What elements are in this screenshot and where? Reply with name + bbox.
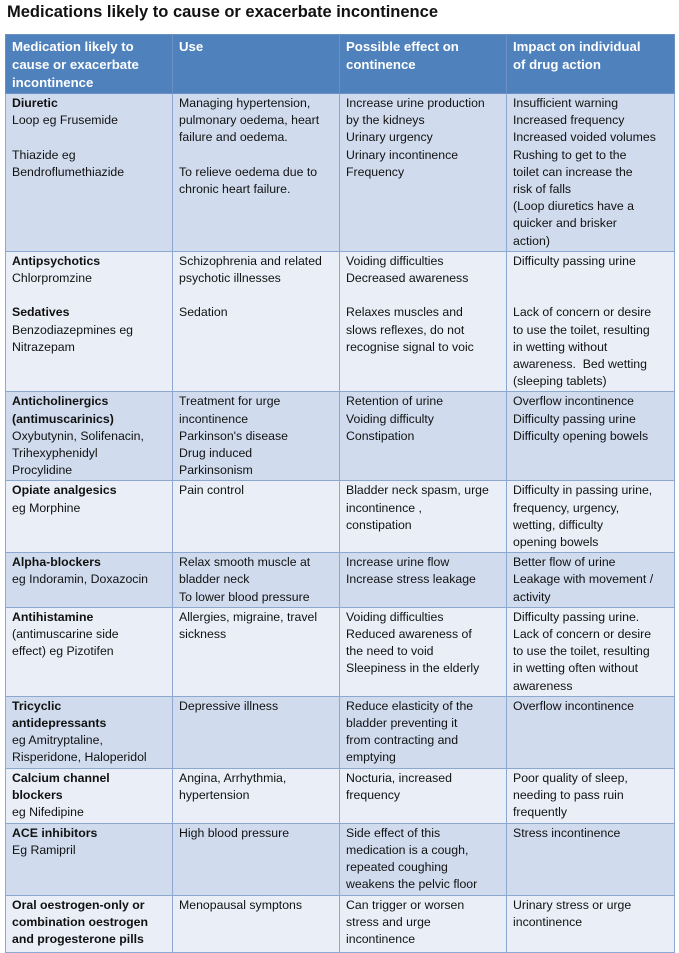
header-text-line: Impact on individual xyxy=(513,39,641,54)
cell-text-line: High blood pressure xyxy=(179,825,290,840)
cell-text-line: Constipation xyxy=(346,428,415,443)
cell-text-line: frequently xyxy=(513,805,568,820)
cell-text-line: To relieve oedema due to xyxy=(179,164,318,179)
header-text-line: of drug action xyxy=(513,57,601,72)
drug-class-label: Antipsychotics xyxy=(12,253,101,268)
cell-text-line: from contracting and xyxy=(346,733,459,748)
impact-cell xyxy=(507,392,675,481)
cell-text-line: Nitrazepam xyxy=(12,339,75,354)
cell-text-line: Managing hypertension, xyxy=(179,96,311,110)
line-spacer xyxy=(346,287,500,304)
table-row xyxy=(6,607,675,696)
use-cell xyxy=(173,94,340,252)
cell-text-line: frequency xyxy=(346,787,401,802)
cell-text-line: to use the toilet, resulting xyxy=(513,322,650,337)
cell-text-line: (Loop diuretics have a xyxy=(513,199,634,214)
cell-text-line: Bendroflumethiazide xyxy=(12,164,125,179)
cell-text-line: Increased frequency xyxy=(513,113,625,128)
use-cell xyxy=(173,607,340,696)
cell-text-line: Treatment for urge xyxy=(179,394,281,409)
cell-text-line: Difficulty passing urine. xyxy=(513,609,640,624)
effect-cell xyxy=(340,481,507,553)
cell-text-line: Schizophrenia and related xyxy=(179,253,322,268)
header-text-line: cause or exacerbate xyxy=(12,57,139,72)
cell-text-line: Retention of urine xyxy=(346,394,444,409)
cell-text-line: action) xyxy=(513,233,550,248)
cell-text-line: slows reflexes, do not xyxy=(346,322,465,337)
cell-text-line: Benzodiazepmines eg xyxy=(12,322,133,337)
cell-text-line: Urinary urgency xyxy=(346,130,433,145)
line-spacer xyxy=(12,129,166,146)
impact-cell xyxy=(507,607,675,696)
cell-text-line: chronic heart failure. xyxy=(179,182,291,196)
use-cell xyxy=(173,392,340,481)
use-cell xyxy=(173,251,340,392)
table-row xyxy=(6,768,675,823)
table-row xyxy=(6,94,675,252)
cell-text-line: failure and oedema. xyxy=(179,130,288,145)
use-cell xyxy=(173,768,340,823)
cell-text-line: effect) eg Pizotifen xyxy=(12,644,114,659)
cell-text-line: incontinence xyxy=(346,932,416,947)
cell-text-line: hypertension xyxy=(179,787,250,802)
drug-class-label: Tricyclic xyxy=(12,698,62,713)
cell-text-line: emptying xyxy=(346,750,396,765)
drug-class-label: (antimuscarinics) xyxy=(12,411,114,426)
use-cell xyxy=(173,823,340,895)
header-row xyxy=(6,35,675,94)
cell-text-line: incontinence xyxy=(513,914,583,929)
cell-text-line: to use the toilet, resulting xyxy=(513,644,650,659)
cell-text-line: Chlorpromzine xyxy=(12,271,92,286)
medication-cell xyxy=(6,696,173,768)
impact-cell xyxy=(507,696,675,768)
cell-text-line: Nocturia, increased xyxy=(346,770,452,785)
cell-text-line: Depressive illness xyxy=(179,698,279,713)
cell-text-line: Relax smooth muscle at xyxy=(179,555,311,570)
effect-cell xyxy=(340,251,507,392)
drug-class-label: antidepressants xyxy=(12,716,107,731)
cell-text-line: Drug induced xyxy=(179,446,253,461)
impact-cell xyxy=(507,251,675,392)
medication-cell xyxy=(6,392,173,481)
drug-class-label: ACE inhibitors xyxy=(12,825,98,840)
cell-text-line: Menopausal symptons xyxy=(179,897,303,912)
effect-cell xyxy=(340,895,507,952)
cell-text-line: Eg Ramipril xyxy=(12,842,76,857)
cell-text-line: incontinence , xyxy=(346,500,422,515)
cell-text-line: Reduce elasticity of the xyxy=(346,698,474,713)
cell-text-line: bladder neck xyxy=(179,572,250,587)
impact-cell xyxy=(507,895,675,952)
medications-table xyxy=(5,34,675,953)
effect-cell xyxy=(340,607,507,696)
effect-cell xyxy=(340,768,507,823)
cell-text-line: Risperidone, Haloperidol xyxy=(12,750,147,765)
use-cell xyxy=(173,481,340,553)
cell-text-line: eg Nifedipine xyxy=(12,805,84,820)
effect-cell xyxy=(340,553,507,608)
cell-text-line: Overflow incontinence xyxy=(513,698,634,713)
cell-text-line: Increased voided volumes xyxy=(513,130,656,145)
table-row xyxy=(6,481,675,553)
use-cell xyxy=(173,696,340,768)
cell-text-line: Trihexyphenidyl xyxy=(12,446,98,461)
header-use xyxy=(173,35,340,94)
cell-text-line: by the kidneys xyxy=(346,113,425,128)
table-body xyxy=(6,94,675,953)
effect-cell xyxy=(340,94,507,252)
line-spacer xyxy=(179,147,333,164)
header-impact xyxy=(507,35,675,94)
impact-cell xyxy=(507,481,675,553)
cell-text-line: Difficulty passing urine xyxy=(513,253,636,268)
drug-class-label: Antihistamine xyxy=(12,609,94,624)
cell-text-line: needing to pass ruin xyxy=(513,787,624,802)
drug-class-label: Oral oestrogen-only or xyxy=(12,897,145,912)
cell-text-line: awareness. Bed wetting xyxy=(513,357,647,372)
cell-text-line: Voiding difficulty xyxy=(346,411,434,426)
cell-text-line: Angina, Arrhythmia, xyxy=(179,770,287,785)
cell-text-line: in wetting often without xyxy=(513,661,639,676)
drug-class-label: blockers xyxy=(12,787,63,802)
cell-text-line: awareness xyxy=(513,678,573,693)
cell-text-line: wetting, difficulty xyxy=(513,517,603,532)
cell-text-line: To lower blood pressure xyxy=(179,589,310,604)
cell-text-line: Oxybutynin, Solifenacin, xyxy=(12,428,144,443)
drug-class-label: combination oestrogen xyxy=(12,914,148,929)
drug-class-label: Diuretic xyxy=(12,96,58,110)
effect-cell xyxy=(340,392,507,481)
cell-text-line: Decreased awareness xyxy=(346,271,469,286)
cell-text-line: Difficulty in passing urine, xyxy=(513,483,653,498)
cell-text-line: Insufficient warning xyxy=(513,96,619,110)
cell-text-line: Difficulty passing urine xyxy=(513,411,636,426)
drug-class-label: Sedatives xyxy=(12,305,70,320)
cell-text-line: Relaxes muscles and xyxy=(346,305,463,320)
medication-cell xyxy=(6,607,173,696)
table-row xyxy=(6,696,675,768)
drug-class-label: Alpha-blockers xyxy=(12,555,101,570)
table-header xyxy=(6,35,675,94)
effect-cell xyxy=(340,823,507,895)
table-row xyxy=(6,895,675,952)
cell-text-line: Sedation xyxy=(179,305,228,320)
cell-text-line: frequency, urgency, xyxy=(513,500,620,515)
drug-class-label: Anticholinergics xyxy=(12,394,109,409)
cell-text-line: medication is a cough, xyxy=(346,842,469,857)
cell-text-line: risk of falls xyxy=(513,182,572,197)
cell-text-line: Overflow incontinence xyxy=(513,394,634,409)
cell-text-line: Procylidine xyxy=(12,463,73,478)
header-text-line: Possible effect on xyxy=(346,39,459,54)
page-title: Medications likely to cause or exacerbate incontinence xyxy=(7,3,438,21)
header-possible-effect xyxy=(340,35,507,94)
cell-text-line: eg Amitryptaline, xyxy=(12,733,103,748)
effect-cell xyxy=(340,696,507,768)
drug-class-label: Opiate analgesics xyxy=(12,483,117,498)
cell-text-line: Difficulty opening bowels xyxy=(513,428,649,443)
cell-text-line: Better flow of urine xyxy=(513,555,616,570)
cell-text-line: (sleeping tablets) xyxy=(513,374,607,389)
line-spacer xyxy=(513,287,668,304)
cell-text-line: Reduced awareness of xyxy=(346,627,472,642)
cell-text-line: Increase urine production xyxy=(346,96,485,110)
cell-text-line: Increase stress leakage xyxy=(346,572,476,587)
cell-text-line: Bladder neck spasm, urge xyxy=(346,483,489,498)
cell-text-line: pulmonary oedema, heart xyxy=(179,113,320,128)
medication-cell xyxy=(6,768,173,823)
cell-text-line: Rushing to get to the xyxy=(513,147,627,162)
use-cell xyxy=(173,895,340,952)
header-text-line: incontinence xyxy=(12,75,94,90)
cell-text-line: (antimuscarine side xyxy=(12,627,119,642)
impact-cell xyxy=(507,553,675,608)
line-spacer xyxy=(179,287,333,304)
cell-text-line: Urinary incontinence xyxy=(346,147,459,162)
cell-text-line: Voiding difficulties xyxy=(346,253,444,268)
cell-text-line: activity xyxy=(513,589,551,604)
cell-text-line: quicker and brisker xyxy=(513,216,617,231)
cell-text-line: Thiazide eg xyxy=(12,147,76,162)
cell-text-line: Lack of concern or desire xyxy=(513,627,652,642)
cell-text-line: Side effect of this xyxy=(346,825,441,840)
drug-class-label: Calcium channel xyxy=(12,770,110,785)
cell-text-line: toilet can increase the xyxy=(513,164,633,179)
cell-text-line: psychotic illnesses xyxy=(179,271,281,286)
medication-cell xyxy=(6,481,173,553)
table-row xyxy=(6,823,675,895)
header-medication xyxy=(6,35,173,94)
cell-text-line: Pain control xyxy=(179,483,244,498)
cell-text-line: Increase urine flow xyxy=(346,555,450,570)
medication-cell xyxy=(6,94,173,252)
cell-text-line: Frequency xyxy=(346,164,405,179)
cell-text-line: Allergies, migraine, travel xyxy=(179,609,318,624)
medication-cell xyxy=(6,553,173,608)
cell-text-line: Leakage with movement / xyxy=(513,572,654,587)
cell-text-line: incontinence xyxy=(179,411,249,426)
cell-text-line: recognise signal to voic xyxy=(346,339,474,354)
medication-cell xyxy=(6,895,173,952)
use-cell xyxy=(173,553,340,608)
cell-text-line: bladder preventing it xyxy=(346,716,458,731)
cell-text-line: eg Morphine xyxy=(12,500,81,515)
cell-text-line: Parkinson's disease xyxy=(179,428,288,443)
table-row xyxy=(6,251,675,392)
cell-text-line: Poor quality of sleep, xyxy=(513,770,628,785)
medication-cell xyxy=(6,251,173,392)
header-text-line: Medication likely to xyxy=(12,39,134,54)
cell-text-line: stress and urge xyxy=(346,914,431,929)
cell-text-line: Parkinsonism xyxy=(179,463,253,478)
drug-class-label: and progesterone pills xyxy=(12,932,144,947)
cell-text-line: constipation xyxy=(346,517,412,532)
impact-cell xyxy=(507,823,675,895)
cell-text-line: in wetting without xyxy=(513,339,608,354)
cell-text-line: Stress incontinence xyxy=(513,825,621,840)
cell-text-line: sickness xyxy=(179,627,227,642)
cell-text-line: eg Indoramin, Doxazocin xyxy=(12,572,149,587)
impact-cell xyxy=(507,94,675,252)
cell-text-line: weakens the pelvic floor xyxy=(346,877,478,892)
cell-text-line: the need to void xyxy=(346,644,434,659)
line-spacer xyxy=(513,270,668,287)
impact-cell xyxy=(507,768,675,823)
line-spacer xyxy=(12,287,166,304)
cell-text-line: Loop eg Frusemide xyxy=(12,113,118,128)
medication-cell xyxy=(6,823,173,895)
cell-text-line: repeated coughing xyxy=(346,860,448,875)
cell-text-line: Voiding difficulties xyxy=(346,609,444,624)
cell-text-line: Lack of concern or desire xyxy=(513,305,652,320)
cell-text-line: Urinary stress or urge xyxy=(513,897,632,912)
table-row xyxy=(6,553,675,608)
cell-text-line: Sleepiness in the elderly xyxy=(346,661,480,676)
header-text-line: Use xyxy=(179,39,204,54)
table-row xyxy=(6,392,675,481)
cell-text-line: Can trigger or worsen xyxy=(346,897,465,912)
cell-text-line: opening bowels xyxy=(513,535,599,550)
header-text-line: continence xyxy=(346,57,416,72)
